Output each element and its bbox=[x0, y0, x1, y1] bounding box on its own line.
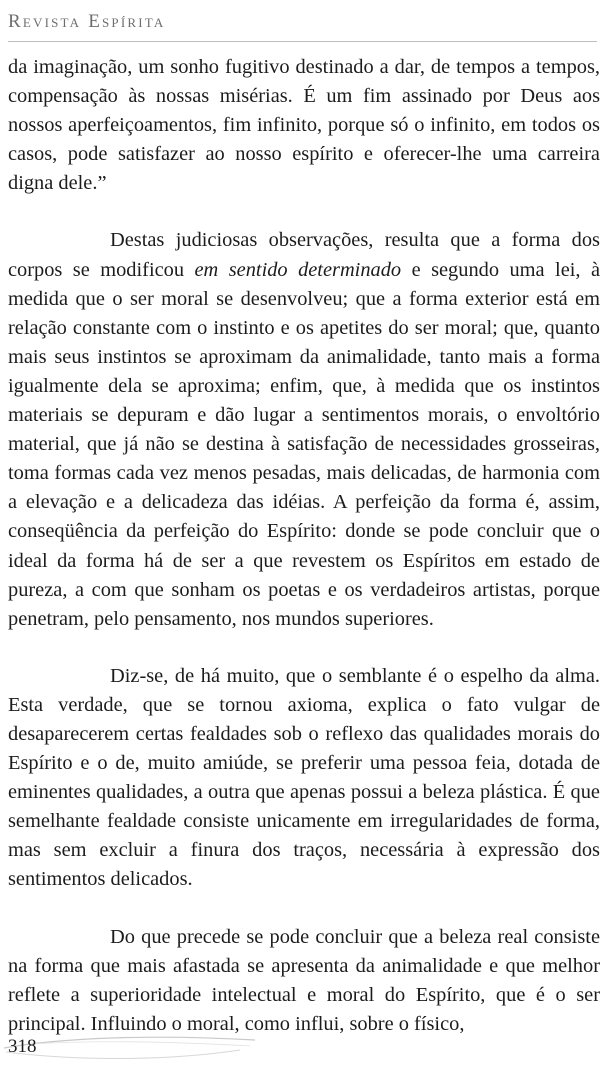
header-rule bbox=[8, 41, 597, 42]
paragraph-continuation: da imaginação, um sonho fugitivo destinado a dar, de tempos a tempos, compensação às nossas misérias. É um fim assinado por Deus aos nossos aperfeiçoamentos, fim infinito, porque só o infinito, em todos os casos, pode satisfazer ao nosso espírito e oferecer-lhe uma carreira digna dele.” bbox=[8, 56, 600, 195]
page-number: 318 bbox=[8, 1036, 37, 1057]
running-header: Revista Espírita bbox=[8, 11, 166, 32]
page-number-swoosh-ornament bbox=[0, 1030, 260, 1066]
emphasis-em-sentido-determinado: em sentido determinado bbox=[194, 258, 402, 281]
paragraph-form-of-bodies bbox=[8, 226, 600, 633]
paragraph-real-beauty: Do que precede se pode concluir que a beleza real consiste na forma que mais afastada se apresenta da animalidade e que melhor reflete a superioridade intelectual e moral do Espírito, que é o ser principal. Influindo o moral, como influi, sobre o físico, bbox=[8, 925, 600, 1035]
paragraph-text-before-emphasis: Destas judiciosas observações, resulta que a forma dos corpos se modificou bbox=[8, 229, 600, 281]
paragraph-face-mirror-of-soul: Diz-se, de há muito, que o semblante é o espelho da alma. Esta verdade, que se tornou axioma, explica o fato vulgar de desaparecerem certas fealdades sob o reflexo das qualidades morais do Espírito e o de, muito amiúde, se preferir uma pessoa feia, dotada de eminentes qualidades, a outra que apenas possui a beleza plástica. É que semelhante fealdade consiste unicamente em irregularidades de forma, mas sem excluir a finura dos traços, necessária à expressão dos sentimentos delicados. bbox=[8, 664, 600, 891]
page-body bbox=[8, 53, 600, 1067]
paragraph-text-after-emphasis: e segundo uma lei, à medida que o ser moral se desenvolveu; que a forma exterior está em relação constante com o instinto e os apetites do ser moral; que, quanto mais seus instintos se aproximam da animalidade, tanto mais a forma igualmente dela se aproxima; enfim, que, à medida que os instintos materiais se depuram e dão lugar a sentimentos morais, o envoltório material, que já não se destina à satisfação de necessidades grosseiras, toma formas cada vez menos pesadas, mais delicadas, de harmonia com a elevação e a delicadeza das idéias. A perfeição da forma é, assim, conseqüência da perfeição do Espírito: donde se pode concluir que o ideal da forma há de ser a que revestem os Espíritos em estado de pureza, a com que sonham os poetas e os verdadeiros artistas, porque penetram, pelo pensamento, nos mundos superiores. bbox=[8, 258, 601, 630]
